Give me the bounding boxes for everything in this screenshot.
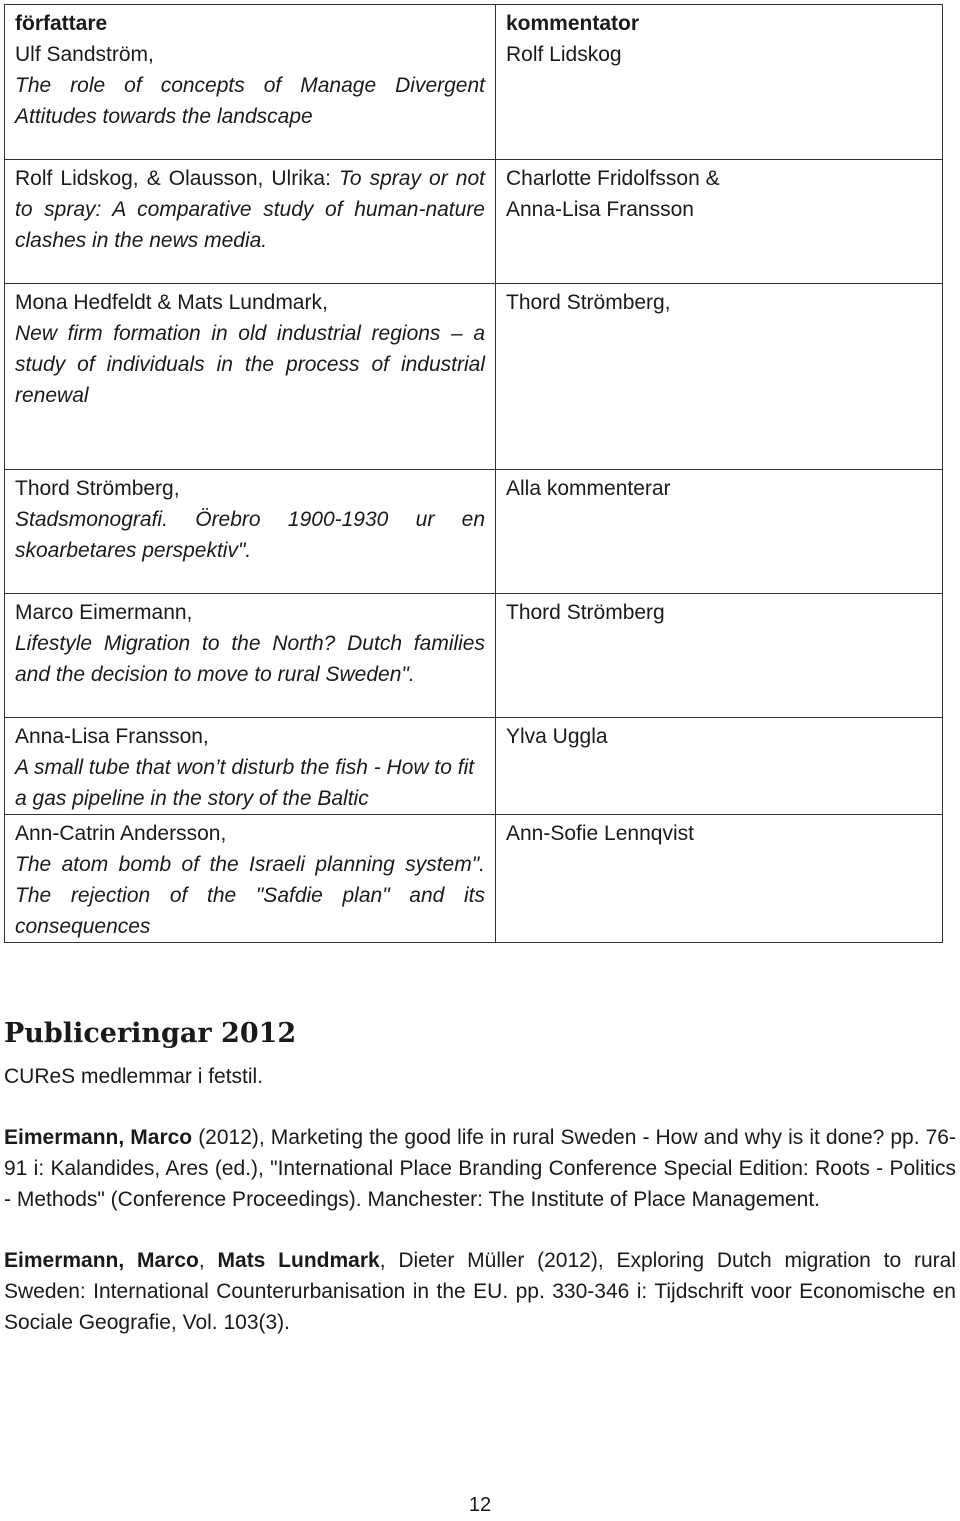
bold-authors: Eimermann, Marco <box>4 1249 199 1272</box>
author-column-header: författare <box>15 12 108 35</box>
commentator-cell <box>496 5 943 160</box>
commentator-column-header: kommentator <box>506 12 640 35</box>
commentator-cell <box>496 470 943 594</box>
citation-text: , Dieter Müller (2012), Exploring Dutch migration to rural Sweden: International Counterurbanisation in the EU. pp. 330-346 i: Tijdschrift voor Economische en Sociale Geografie, Vol. 103(3). <box>4 1249 956 1334</box>
author-name: Marco Eimermann, <box>15 601 193 624</box>
commentator-name: Thord Strömberg, <box>506 291 671 314</box>
author-cell <box>5 284 496 470</box>
paper-title: Lifestyle Migration to the North? Dutch families and the decision to move to rural Sweden". <box>15 632 485 686</box>
publications-section <box>4 1017 956 1338</box>
author-cell <box>5 815 496 943</box>
author-cell <box>5 594 496 718</box>
author-cell <box>5 160 496 284</box>
page-number: 12 <box>468 1494 492 1516</box>
commentator-cell <box>496 815 943 943</box>
publication-entry <box>4 1245 956 1338</box>
commentator-name: Ann-Sofie Lennqvist <box>506 822 694 845</box>
publication-entry <box>4 1122 956 1215</box>
author-name: Rolf Lidskog, & Olausson, Ulrika: <box>15 167 331 190</box>
citation-text: (2012), Marketing the good life in rural Sweden - How and why is it done? pp. 76-91 i: Kalandides, Ares (ed.), "International Place Branding Conference Special Edition: Roots - Politics - Methods" (Conference Proceedings). Manchester: The Institute of Place Management. <box>4 1126 956 1211</box>
paper-title: New firm formation in old industrial regions – a study of individuals in the process of industrial renewal <box>15 322 485 407</box>
bold-authors-2: Mats Lundmark <box>217 1249 380 1272</box>
separator: , <box>198 1249 218 1272</box>
author-cell <box>5 718 496 815</box>
paper-title: A small tube that won’t disturb the fish - How to fit a gas pipeline in the story of the Baltic <box>15 756 475 810</box>
author-name: Ulf Sandström, <box>15 43 154 66</box>
commentator-name: Rolf Lidskog <box>506 43 622 66</box>
commentator-name: Alla kommenterar <box>506 477 671 500</box>
author-cell <box>5 5 496 160</box>
paper-title: The atom bomb of the Israeli planning system". The rejection of the "Safdie plan" and its consequences <box>15 853 485 938</box>
section-heading: Publiceringar 2012 <box>4 1018 297 1049</box>
paper-title: To spray or not to spray: A comparative study of human-nature clashes in the news media. <box>15 167 485 252</box>
author-name: Thord Strömberg, <box>15 477 180 500</box>
author-and-title <box>15 163 485 256</box>
paper-title: The role of concepts of Manage Divergent Attitudes towards the landscape <box>15 74 485 128</box>
author-name: Anna-Lisa Fransson, <box>15 725 209 748</box>
author-name: Mona Hedfeldt & Mats Lundmark, <box>15 291 328 314</box>
author-cell <box>5 470 496 594</box>
commentator-cell <box>496 594 943 718</box>
commentator-cell <box>496 718 943 815</box>
commentator-name: Thord Strömberg <box>506 601 665 624</box>
bold-authors: Eimermann, Marco <box>4 1126 193 1149</box>
seminar-table <box>4 4 942 943</box>
commentator-name: Ylva Uggla <box>506 725 608 748</box>
paper-title: Stadsmonografi. Örebro 1900-1930 ur en skoarbetares perspektiv". <box>15 508 485 562</box>
commentator-cell <box>496 284 943 470</box>
author-name: Ann-Catrin Andersson, <box>15 822 227 845</box>
commentator-cell <box>496 160 943 284</box>
members-note: CUReS medlemmar i fetstil. <box>4 1065 264 1088</box>
commentator-name: Charlotte Fridolfsson & Anna-Lisa Fransson <box>506 167 720 221</box>
